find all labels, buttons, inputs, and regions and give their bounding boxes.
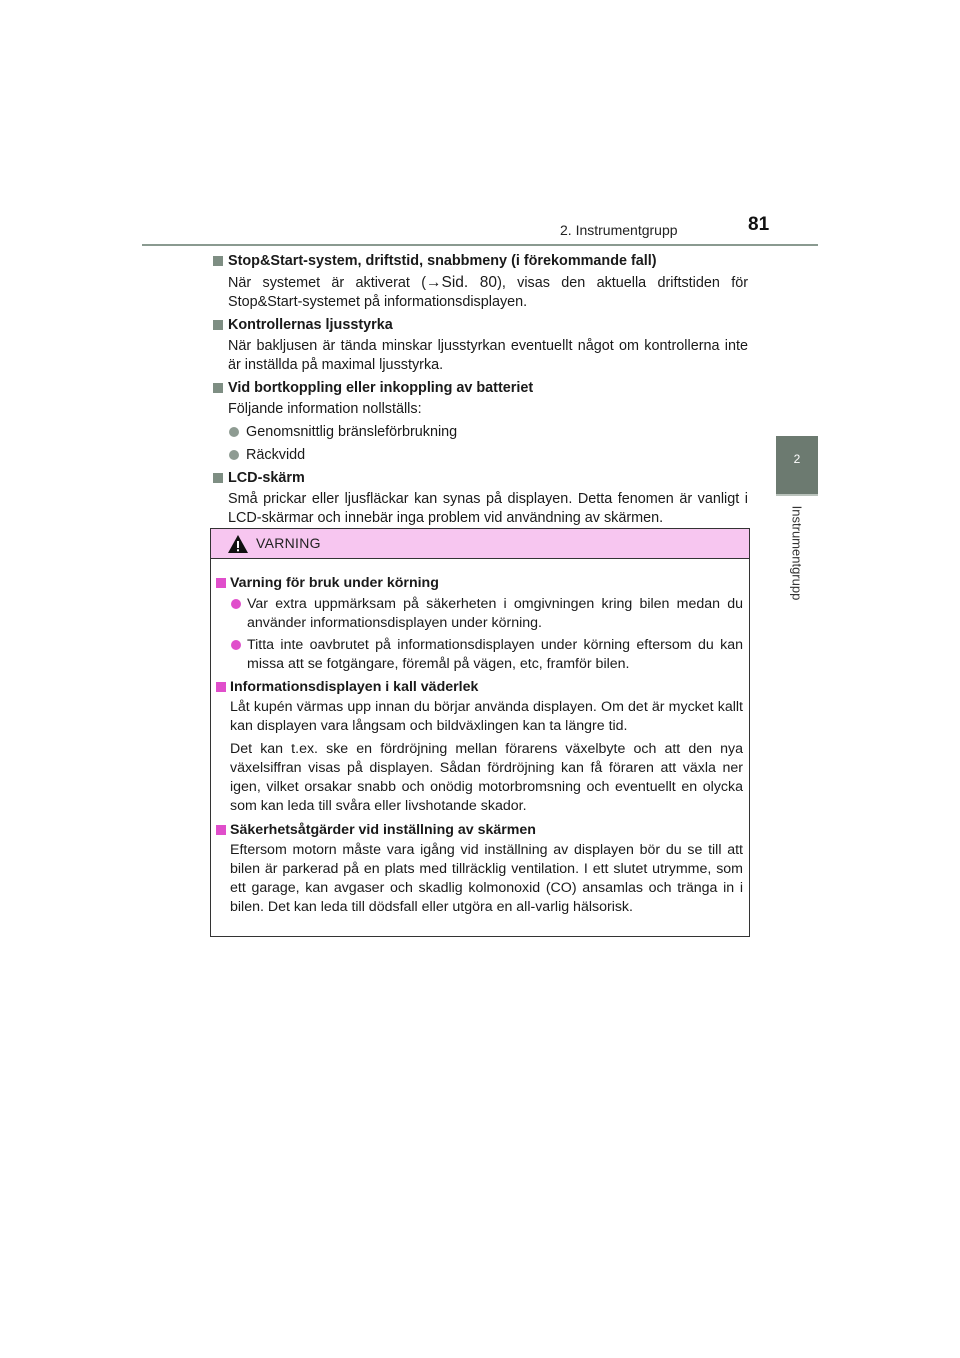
warning-paragraph: Eftersom motorn måste vara igång vid inställning av displayen bör du se till att bilen är parkerad på en plats med tillräcklig ventilation. I ett slutet utrymme, som ett garage, kan avgaser och skadlig kolmonoxid (CO) ansamlas och tränga in i bilen. Det kan leda till dödsfall eller utgöra en all-varlig hälsorisk. bbox=[230, 842, 743, 915]
section-battery bbox=[212, 378, 748, 465]
warning-bullet: Titta inte oavbrutet på informationsdisplayen under körning eftersom du kan missa att se fotgängare, föremål på vägen, etc, framför bilen. bbox=[215, 636, 743, 674]
chapter-label: Instrumentgrupp bbox=[789, 505, 805, 601]
section-text: När bakljusen är tända minskar ljusstyrkan eventuellt något om kontrollerna inte är inställda på maximal ljusstyrka. bbox=[228, 338, 748, 373]
section-heading: Vid bortkoppling eller inkoppling av batteriet bbox=[212, 378, 748, 399]
page-number: 81 bbox=[748, 214, 770, 235]
warning-paragraph: Det kan t.ex. ske en fördröjning mellan förarens växelbyte och att den nya växelsiffran visas på displayen. Sådan fördröjning kan få föraren att växla ner igen, vilket orsakar snabb och onödig motorbromsning och eventuellt en olycka som kan leda till svåra eller livshotande skador. bbox=[230, 741, 743, 814]
section-text: Följande information nollställs: bbox=[228, 401, 422, 417]
warning-bullet: Var extra uppmärksam på säkerheten i omgivningen kring bilen medan du använder informationsdisplayen under körning. bbox=[215, 595, 743, 633]
section-heading: Kontrollernas ljusstyrka bbox=[212, 315, 748, 336]
header-divider bbox=[142, 244, 818, 246]
warning-body bbox=[211, 559, 749, 917]
warning-paragraph: Låt kupén värmas upp innan du börjar använda displayen. Om det är mycket kallt kan displayen vara långsam och bildväxlingen kan ta längre tid. bbox=[230, 699, 743, 734]
section-text-part: När systemet är aktiverat ( bbox=[228, 275, 426, 291]
list-item: Räckvidd bbox=[212, 446, 748, 465]
chapter-number: 2 bbox=[793, 452, 801, 466]
section-lcd bbox=[212, 468, 748, 528]
section-heading: LCD-skärm bbox=[212, 468, 748, 489]
chapter-tab bbox=[776, 436, 818, 494]
page-reference-link[interactable]: →Sid. 80 bbox=[425, 274, 498, 291]
chapter-tab-divider bbox=[776, 494, 818, 496]
section-title: 2. Instrumentgrupp bbox=[560, 222, 678, 238]
warning-header bbox=[211, 529, 749, 559]
section-brightness bbox=[212, 315, 748, 375]
warning-item-heading: Varning för bruk under körning bbox=[215, 573, 743, 593]
section-heading: Stop&Start-system, driftstid, snabbmeny (i förekommande fall) bbox=[212, 251, 748, 272]
section-text: Små prickar eller ljusfläckar kan synas på displayen. Detta fenomen är vanligt i LCD-skärmar och innebär inga problem vid användning av skärmen. bbox=[228, 491, 748, 526]
section-text bbox=[212, 273, 748, 312]
warning-item-heading: Säkerhetsåtgärder vid inställning av skärmen bbox=[215, 820, 743, 840]
warning-title: VARNING bbox=[256, 535, 321, 551]
warning-item-heading: Informationsdisplayen i kall väderlek bbox=[215, 677, 743, 697]
section-stop-start bbox=[212, 251, 748, 312]
section-text-part: ), visas den aktuella driftstiden för Stop&Start-systemet på informationsdisplayen. bbox=[228, 275, 748, 310]
main-content bbox=[212, 251, 748, 531]
warning-box bbox=[210, 528, 750, 937]
warning-triangle-icon bbox=[227, 534, 249, 554]
list-item: Genomsnittlig bränsleförbrukning bbox=[212, 423, 748, 442]
